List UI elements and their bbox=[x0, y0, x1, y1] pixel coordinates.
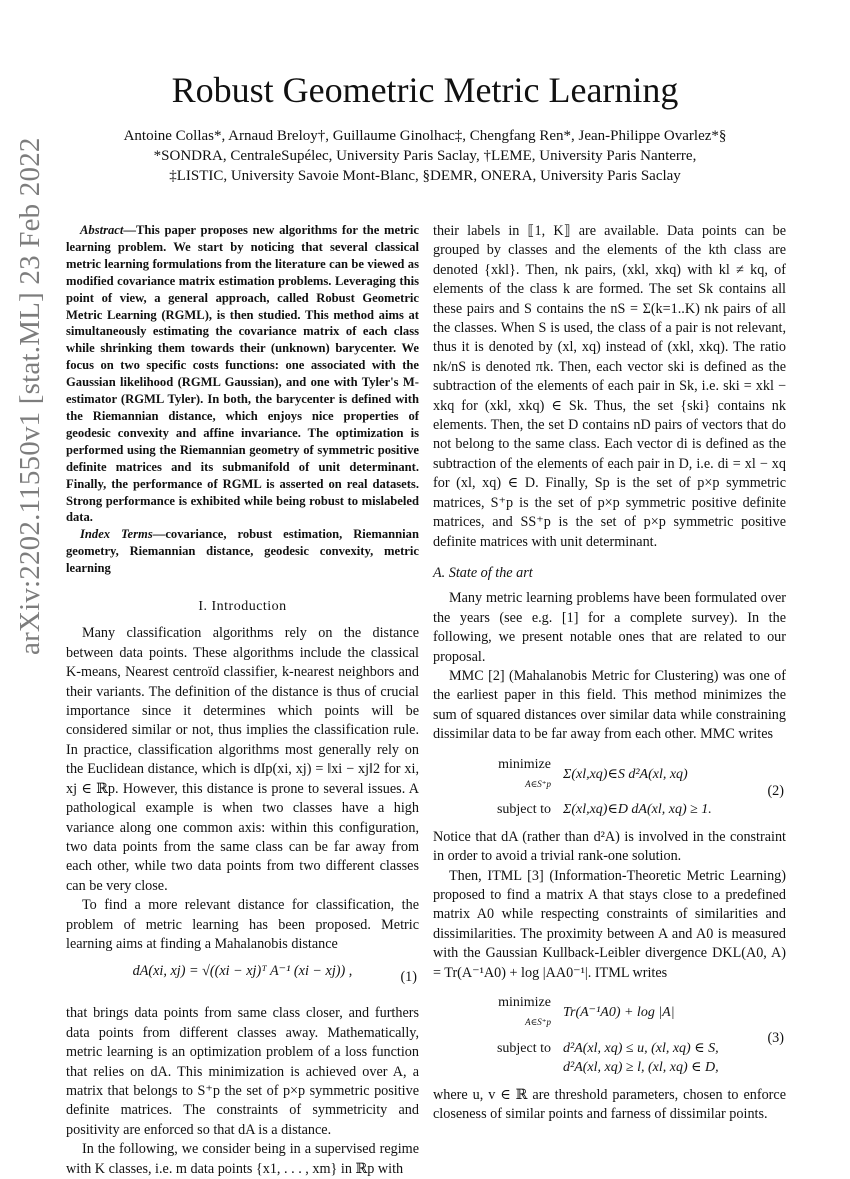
eq2-constraint: Σ(xl,xq)∈D dA(xl, xq) ≥ 1. bbox=[563, 802, 712, 818]
arxiv-identifier-stamp: arXiv:2202.11550v1 [stat.ML] 23 Feb 2022 bbox=[14, 137, 46, 655]
intro-paragraph-4: In the following, we consider being in a supervised regime with K classes, i.e. m data points {x1, . . . , xm} in ℝp with bbox=[66, 1141, 419, 1177]
abstract-lead: Abstract bbox=[80, 223, 124, 237]
eq3-constraint-2: d²A(xl, xq) ≥ l, (xl, xq) ∈ D, bbox=[563, 1060, 719, 1076]
eq3-minimize-label: minimize bbox=[498, 995, 551, 1011]
eq2-objective: Σ(xl,xq)∈S d²A(xl, xq) bbox=[563, 766, 688, 782]
itml-paragraph: Then, ITML [3] (Information-Theoretic Metric Learning) proposed to find a matrix A that stays close to a predefined matrix A0 while respecting constraints of similarities and dissimilarities. The proximity between A and A0 is measured with the Gaussian Kullback-Leibler divergence DKL(A0, A) = Tr(A⁻¹A0) + log |AA0⁻¹|. ITML writes bbox=[433, 867, 786, 981]
equation-2-number: (2) bbox=[767, 782, 784, 799]
affiliation-line-1: *SONDRA, CentraleSupélec, University Paris Saclay, †LEME, University Paris Nanterre, bbox=[153, 148, 697, 164]
eq3-minimize-domain: A∈S⁺p bbox=[525, 1017, 551, 1028]
notation-paragraph: their labels in ⟦1, K⟧ are available. Data points can be grouped by classes and the elements of the kth class are denoted {xkl}. Then, nk pairs, (xkl, xkq) with kl ≠ kq, of elements of the class k are formed. The set Sk contains all these pairs and S contains the nS = Σ(k=1..K) nk pairs of all the classes. When S is used, the class of a pair is not relevant, thus it is denoted by (xl, xq) instead of (xkl, xkq). The ratio nk/nS is denoted πk. Then, each vector ski is defined as the subtraction of the elements of each pair in Sk, i.e. ski = xkl − xkq for (xkl, xkq) ∈ Sk. Thus, the set {ski} contains nk elements. Then, the set D contains nD pairs of vectors that do not belong to the same class. Each vector di is defined as the subtraction of the elements of each pair in D, i.e. di = xl − xq for (xl, xq) ∈ D. Finally, Sp is the set of p×p symmetric matrices, S⁺p is the set of p×p symmetric positive definite matrices, and SS⁺p is the set of p×p symmetric positive definite matrices with unit determinant. bbox=[433, 223, 786, 550]
equation-1-number: (1) bbox=[400, 969, 417, 986]
intro-paragraph-3: that brings data points from same class closer, and furthers data points from different classes away. Mathematically, metric learning is an optimization problem of a loss function that relies on dA. This minimization is achieved over A, a matrix that belongs to S⁺p the set of p×p symmetric positive definite matrices. The constraints of symmetricity and positivity are enforced so that dA is a distance. bbox=[66, 1005, 419, 1138]
left-column bbox=[66, 222, 419, 1179]
eq2-minimize-label: minimize bbox=[498, 756, 551, 772]
mmc-paragraph: MMC [2] (Mahalanobis Metric for Clustering) was one of the earliest paper in this field. This method minimizes the sum of squared distances over similar data while constraining dissimilar data to be far away from each other. MMC writes bbox=[433, 667, 786, 743]
intro-paragraph-1: Many classification algorithms rely on the distance between data points. These algorithms include the classical K-means, Nearest centroïd classifier, k-nearest neighbors and their variants. The definition of the distance is thus of crucial importance since it determines which points will be considered similar or not, thus implies the classification rule. In practice, classification algorithms most generally rely on the Euclidean distance, which is dIp(xi, xj) = ‖xi − xj‖2 for xi, xj ∈ ℝp. However, this distance is prone to several issues. A pathological example is when two classes have a high variance along one common axis: within this configuration, two data points from the same class can be far away from each other, while two data points from two different classes can be very close. bbox=[66, 625, 419, 894]
right-column bbox=[433, 222, 786, 1124]
subsection-heading-state-of-art: A. State of the art bbox=[433, 564, 533, 581]
index-terms-text: —covariance, robust estimation, Riemannian geometry, Riemannian distance, geodesic convexity, metric learning bbox=[66, 527, 419, 576]
equation-1-body: dA(xi, xj) = √((xi − xj)ᵀ A⁻¹ (xi − xj)) , bbox=[132, 963, 353, 980]
eq3-subject-to-label: subject to bbox=[496, 1040, 551, 1056]
eq2-minimize-domain: A∈S⁺p bbox=[525, 778, 551, 789]
index-terms-lead: Index Terms bbox=[80, 527, 153, 542]
abstract-text: —This paper proposes new algorithms for the metric learning problem. We start by noticing that several classical metric learning formulations from the literature can be viewed as modified covariance matrix estimation problems. Leveraging this point of view, a general approach, called Robust Geometric Metric Learning (RGML), is then studied. This method aims at simultaneously estimating the covariance matrix of each class while shrinking them towards their (unknown) barycenter. We focus on two specific costs functions: one associated with the Gaussian likelihood (RGML Gaussian), and one with Tyler's M-estimator (RGML Tyler). In both, the barycenter is defined with the Riemannian distance, which enjoys nice properties of geodesic convexity and affine invariance. The optimization is performed using the Riemannian geometry of symmetric positive definite matrices and its submanifold of unit determinant. Finally, the performance of RGML is asserted on real datasets. Strong performance is exhibited while being robust to mislabeled data. bbox=[66, 223, 419, 525]
abstract bbox=[66, 222, 419, 577]
intro-paragraph-2: To find a more relevant distance for classification, the problem of metric learning has been proposed. Metric learning aims at finding a Mahalanobis distance bbox=[66, 897, 419, 952]
equation-2 bbox=[433, 755, 786, 820]
equation-3 bbox=[433, 993, 786, 1078]
eq2-subject-to-label: subject to bbox=[496, 802, 551, 818]
paper-title: Robust Geometric Metric Learning bbox=[171, 70, 679, 110]
eq3-constraint-1: d²A(xl, xq) ≤ u, (xl, xq) ∈ S, bbox=[563, 1040, 719, 1056]
mmc-note-paragraph: Notice that dA (rather than d²A) is involved in the constraint in order to avoid a trivial rank-one solution. bbox=[433, 828, 786, 865]
eq3-objective: Tr(A⁻¹A0) + log |A| bbox=[563, 1005, 675, 1021]
equation-1 bbox=[66, 962, 419, 996]
state-of-art-paragraph-1: Many metric learning problems have been formulated over the years (see e.g. [1] for a complete survey). In the following, we present notable ones that are related to our proposal. bbox=[433, 590, 786, 665]
author-list: Antoine Collas*, Arnaud Breloy†, Guillaume Ginolhac‡, Chengfang Ren*, Jean-Philippe Ovarlez*§ bbox=[123, 128, 727, 144]
itml-thresholds-paragraph: where u, v ∈ ℝ are threshold parameters, chosen to enforce closeness of similar points and farness of dissimilar points. bbox=[433, 1086, 786, 1123]
equation-3-number: (3) bbox=[767, 1029, 784, 1046]
section-heading-introduction: I. Introduction bbox=[198, 599, 287, 615]
affiliation-line-2: ‡LISTIC, University Savoie Mont-Blanc, §DEMR, ONERA, University Paris Saclay bbox=[169, 168, 681, 184]
